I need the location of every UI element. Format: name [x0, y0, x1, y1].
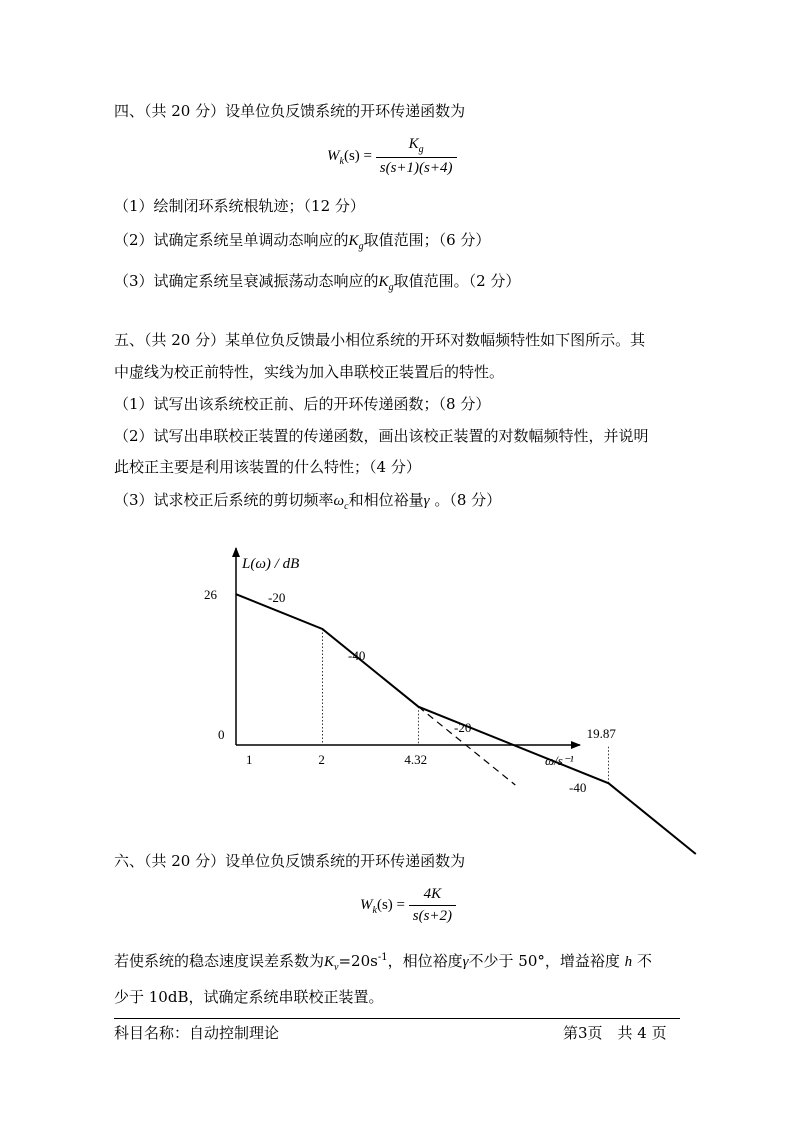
q4-title: 四、（共 20 分）设单位负反馈系统的开环传递函数为 — [114, 102, 466, 120]
q4-equation: $W_k(s)$ = $\frac{K_g}{s(s+1)(s+4)}$ — [327, 136, 457, 177]
q6-title: 六、（共 20 分）设单位负反馈系统的开环传递函数为 — [114, 852, 466, 870]
q5-item-2-line-2: 此校正主要是利用该装置的什么特性；（4 分） — [114, 458, 421, 476]
x-tick-label: 19.87 — [586, 726, 616, 741]
slope-label: -40 — [348, 648, 366, 663]
q6-text-1: 若使系统的稳态速度误差系数为$K_v=20s^{-1}$，相位裕度γ不少于 50°，增益裕度 h 不 — [114, 952, 652, 973]
series-uncompensated-line — [418, 707, 515, 785]
y-tick-label: 0 — [218, 727, 225, 742]
q5-item-2-line-1: （2）试写出串联校正装置的传递函数，画出该校正装置的对数幅频特性，并说明 — [114, 427, 649, 445]
slope-label: -20 — [454, 720, 472, 735]
q5-item-1: （1）试写出该系统校正前、后的开环传递函数；（8 分） — [114, 395, 491, 413]
footer-rule — [114, 1018, 680, 1019]
q4-item-1: （1）绘制闭环系统根轨迹；（12 分） — [114, 197, 365, 215]
x-axis-label: ω/s⁻¹ — [545, 753, 574, 768]
y-axis-label: L(ω) / dB — [242, 556, 300, 572]
q4-item-3: （3）试确定系统呈衰减振荡动态响应的$K_g$取值范围。（2 分） — [114, 272, 521, 293]
x-tick-label: 4.32 — [404, 752, 428, 767]
q6-text-2: 少于 10dB，试确定系统串联校正装置。 — [114, 988, 384, 1006]
slope-label: -40 — [569, 780, 587, 795]
footer-page-number: 第3页 共 4 页 — [563, 1024, 667, 1042]
x-tick-label: 1 — [246, 752, 253, 767]
slope-label: -20 — [268, 590, 286, 605]
q5-line-2: 中虚线为校正前特性，实线为加入串联校正装置后的特性。 — [114, 363, 505, 381]
y-tick-label: 26 — [204, 587, 217, 603]
x-tick-label: 2 — [318, 752, 325, 767]
q4-item-2: （2）试确定系统呈单调动态响应的$K_g$取值范围；（6 分） — [114, 231, 491, 252]
q5-item-3: （3）试求校正后系统的剪切频率$\omega_c$和相位裕量γ 。（8 分） — [114, 491, 502, 512]
q5-line-1: 五、（共 20 分）某单位负反馈最小相位系统的开环对数幅频特性如下图所示。其 — [114, 331, 646, 349]
q6-equation: $W_k(s)$ = $\frac{4K}{s(s+2)}$ — [360, 886, 456, 925]
footer-subject: 科目名称：自动控制理论 — [114, 1024, 280, 1042]
